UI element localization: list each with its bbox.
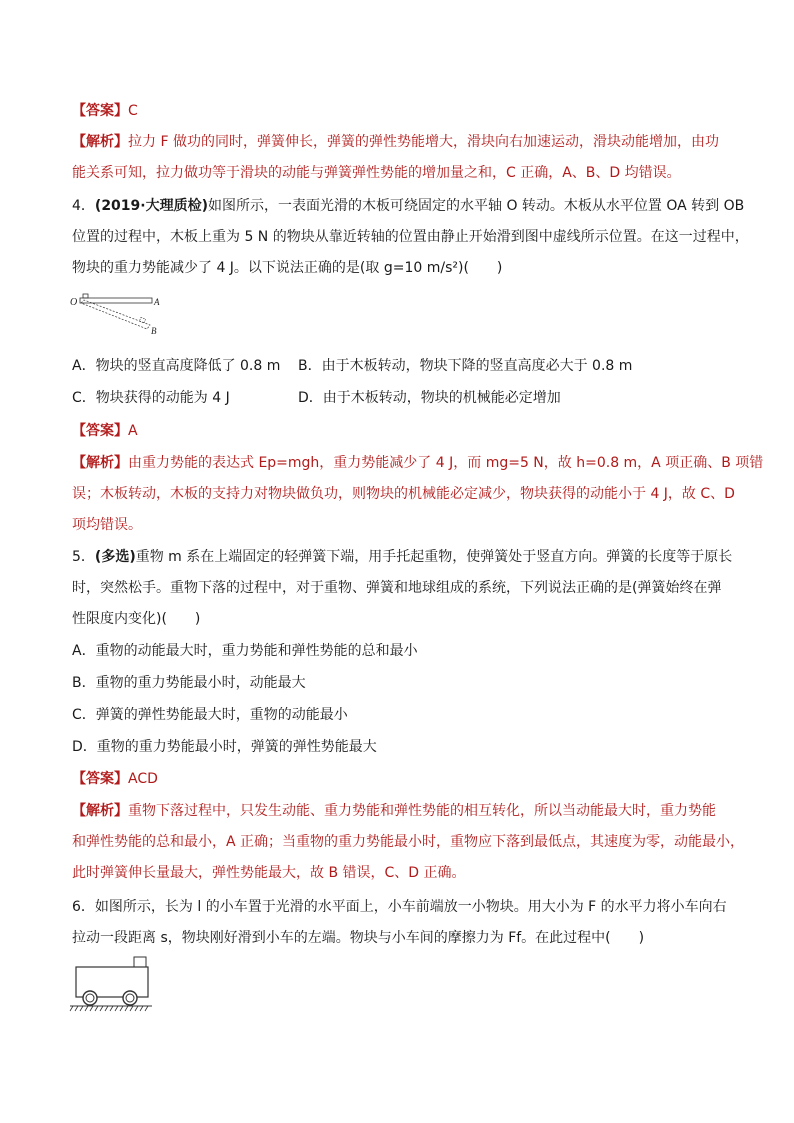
figure-label-b: B xyxy=(151,326,157,336)
q5-option-b: B．重物的重力势能最小时，动能最大 xyxy=(72,675,306,691)
q4-analysis-line-2: 误；木板转动，木板的支持力对物块做负功，则物块的机械能必定减少，物块获得的动能小于 4 J，故 C、D xyxy=(72,486,735,502)
q5-analysis-line-2: 和弹性势能的总和最小，A 正确；当重物的重力势能最小时，重物应下落到最低点，其速度为零，动能最小， xyxy=(72,834,745,850)
small-block xyxy=(134,957,146,967)
q4-source: (2019·大理质检) xyxy=(94,198,209,214)
q5-analysis-line-3: 此时弹簧伸长量最大，弹性势能最大，故 B 错误，C、D 正确。 xyxy=(72,865,466,881)
q5-number: 5． xyxy=(72,549,95,565)
q4-stem-line-2: 位置的过程中，木板上重为 5 N 的物块从靠近转轴的位置由静止开始滑到图中虚线所示位置。在这一过程中， xyxy=(72,229,749,245)
q4-number: 4． xyxy=(72,198,95,214)
q5-option-c: C．弹簧的弹性势能最大时，重物的动能最小 xyxy=(72,707,348,723)
q4-option-c: C．物块获得的动能为 4 J xyxy=(72,390,230,406)
board-ob-dashed xyxy=(81,300,150,329)
q4-stem-text-1: 如图所示，一表面光滑的木板可绕固定的水平轴 O 转动。木板从水平位置 OA 转到 OB xyxy=(208,198,745,214)
q6-stem-text-1: 如图所示，长为 l 的小车置于光滑的水平面上，小车前端放一小物块。用大小为 F 的水平力将小车向右 xyxy=(94,899,727,915)
q4-answer-line xyxy=(72,421,138,441)
q6-stem-line-2: 拉动一段距离 s，物块刚好滑到小车的左端。物块与小车间的摩擦力为 Ff。在此过程中( ) xyxy=(72,930,645,946)
figure-label-o: O xyxy=(70,297,78,308)
analysis-tag: 【解析】 xyxy=(72,803,128,819)
answer-tag: 【答案】 xyxy=(72,423,128,439)
q4-option-a: A．物块的竖直高度降低了 0.8 m xyxy=(72,358,281,374)
q4-stem-line-1 xyxy=(72,196,744,216)
q4-option-b: B．由于木板转动，物块下降的竖直高度必大于 0.8 m xyxy=(298,358,633,374)
q3-answer: C xyxy=(128,103,138,119)
q3-analysis-line-1 xyxy=(72,132,719,152)
cart-wheel-left-hub xyxy=(86,994,94,1002)
q4-option-d: D．由于木板转动，物块的机械能必定增加 xyxy=(298,390,561,406)
block-final xyxy=(139,317,145,322)
q4-board-figure xyxy=(70,290,170,340)
q5-stem-line-3: 性限度内变化)( ) xyxy=(72,611,201,627)
q3-answer-line xyxy=(72,101,138,121)
q5-analysis-line-1 xyxy=(72,801,716,821)
q4-analysis-line-1 xyxy=(72,453,763,473)
q5-answer-line xyxy=(72,769,158,789)
block-initial xyxy=(83,294,88,298)
q5-stem-text-1: 重物 m 系在上端固定的轻弹簧下端，用手托起重物，使弹簧处于竖直方向。弹簧的长度等于原长 xyxy=(135,549,733,565)
q5-option-a: A．重物的动能最大时，重力势能和弹性势能的总和最小 xyxy=(72,643,418,659)
answer-tag: 【答案】 xyxy=(72,103,128,119)
q5-tag: (多选) xyxy=(94,549,136,565)
q6-cart-figure xyxy=(70,955,160,1015)
ground-hatching xyxy=(70,1006,148,1011)
q5-analysis-text-1: 重物下落过程中，只发生动能、重力势能和弹性势能的相互转化，所以当动能最大时，重力势能 xyxy=(128,803,716,819)
q3-analysis-line-2: 能关系可知，拉力做功等于滑块的动能与弹簧弹性势能的增加量之和，C 正确，A、B、D 均错误。 xyxy=(72,165,681,181)
q5-option-d: D．重物的重力势能最小时，弹簧的弹性势能最大 xyxy=(72,739,377,755)
q3-analysis-text-1: 拉力 F 做功的同时，弹簧伸长，弹簧的弹性势能增大，滑块向右加速运动，滑块动能增加，由功 xyxy=(128,134,719,150)
q5-stem-line-1 xyxy=(72,547,732,567)
q4-stem-line-3: 物块的重力势能减少了 4 J。以下说法正确的是(取 g=10 m/s²)( ) xyxy=(72,260,503,276)
q4-analysis-line-3: 项均错误。 xyxy=(72,517,142,533)
analysis-tag: 【解析】 xyxy=(72,134,128,150)
q6-number: 6． xyxy=(72,899,95,915)
q4-analysis-text-1: 由重力势能的表达式 Ep=mgh，重力势能减少了 4 J，而 mg=5 N，故 h=0.8 m，A 项正确、B 项错 xyxy=(128,455,764,471)
q4-answer: A xyxy=(128,423,138,439)
cart-wheel-right-hub xyxy=(126,994,134,1002)
figure-label-a: A xyxy=(154,297,160,307)
q5-stem-line-2: 时，突然松手。重物下落的过程中，对于重物、弹簧和地球组成的系统，下列说法正确的是(弹簧始终在弹 xyxy=(72,580,722,596)
q5-answer: ACD xyxy=(128,771,158,787)
answer-tag: 【答案】 xyxy=(72,771,128,787)
analysis-tag: 【解析】 xyxy=(72,455,128,471)
q6-stem-line-1 xyxy=(72,897,727,917)
